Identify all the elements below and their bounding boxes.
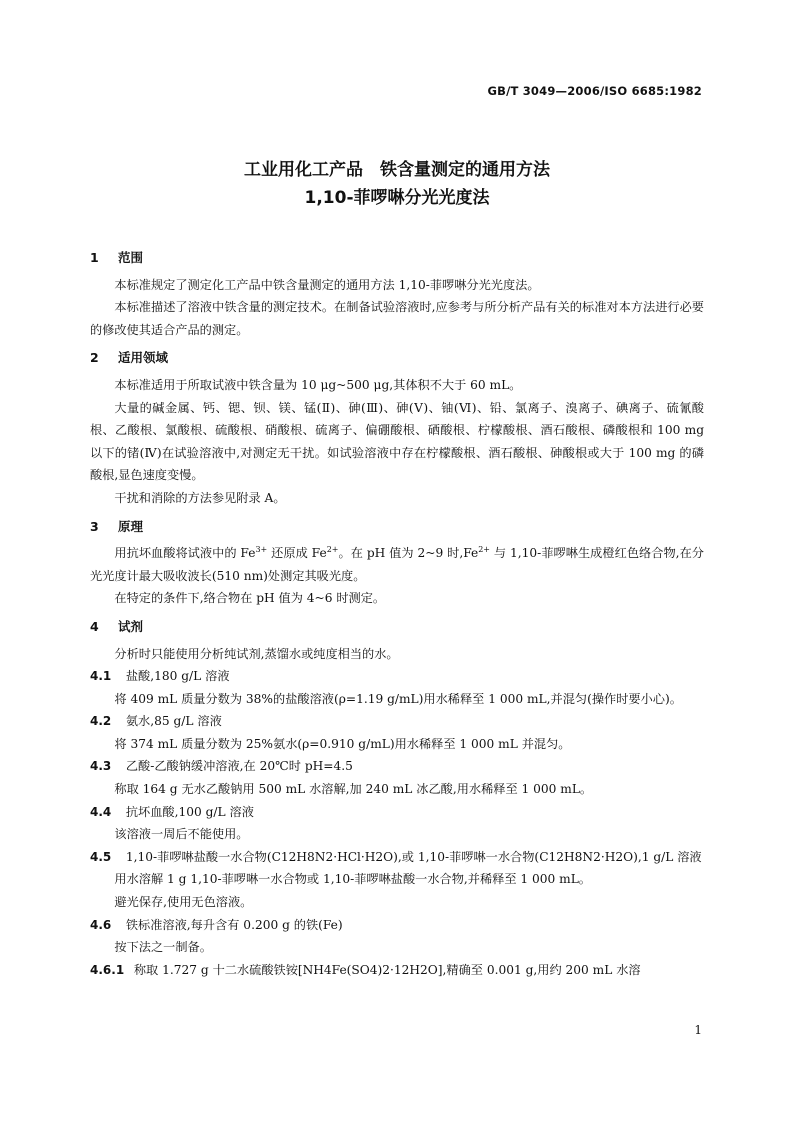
clause-number: 4.3 bbox=[90, 759, 112, 774]
paragraph: 避光保存,使用无色溶液。 bbox=[114, 895, 253, 910]
superscript: 3+ bbox=[255, 545, 268, 555]
clause-4-3 bbox=[90, 755, 704, 778]
clause-number: 4.2 bbox=[90, 714, 112, 729]
text-run: 还原成 Fe bbox=[267, 546, 327, 561]
clause-number: 4.5 bbox=[90, 849, 112, 864]
section-heading-principle bbox=[90, 516, 704, 539]
section-number: 4 bbox=[90, 618, 99, 634]
clause-title: 1,10-菲啰啉盐酸一水合物(C12H8N2·HCl·H2O),或 1,10-菲啰啉一水合物(C12H8N2·H2O),1 g/L 溶液 bbox=[125, 849, 702, 864]
text-run: 与 1,10-菲啰啉生成橙红色络合物,在分光光度计最大吸收波长(510 nm)处测定其吸光度。 bbox=[90, 546, 704, 583]
section-number: 2 bbox=[90, 350, 99, 366]
text-run: 。在 pH 值为 2~9 时,Fe bbox=[338, 546, 479, 561]
clause-number: 4.4 bbox=[90, 804, 112, 819]
section-heading-application bbox=[90, 347, 704, 370]
paragraph: 本标准适用于所取试液中铁含量为 10 μg~500 μg,其体积不大于 60 mL。 bbox=[114, 377, 522, 392]
section-title: 原理 bbox=[118, 518, 144, 534]
page-number: 1 bbox=[694, 1023, 702, 1037]
section-number: 1 bbox=[90, 250, 99, 265]
clause-4-6 bbox=[90, 914, 704, 937]
clause-title: 铁标准溶液,每升含有 0.200 g 的铁(Fe) bbox=[125, 917, 343, 932]
section-heading-reagents bbox=[90, 616, 704, 639]
clause-title: 盐酸,180 g/L 溶液 bbox=[125, 669, 230, 684]
paragraph: 按下法之一制备。 bbox=[114, 940, 212, 955]
paragraph: 该溶液一周后不能使用。 bbox=[114, 827, 249, 842]
section-number: 3 bbox=[90, 518, 99, 534]
section-title: 试剂 bbox=[118, 618, 144, 634]
clause-4-4 bbox=[90, 801, 704, 824]
paragraph: 本标准规定了测定化工产品中铁含量测定的通用方法 1,10-菲啰啉分光光度法。 bbox=[114, 277, 540, 292]
paragraph: 大量的碱金属、钙、锶、钡、镁、锰(Ⅱ)、砷(Ⅲ)、砷(Ⅴ)、铀(Ⅵ)、铅、氯离子、溴离子、碘离子、硫氰酸根、乙酸根、氯酸根、硫酸根、硝酸根、硫离子、偏硼酸根、硒酸根、柠檬酸根、酒石酸根、磷酸根和 100 mg 以下的锗(Ⅳ)在试验溶液中,对测定无干扰。如试验溶液中存在柠檬酸根、酒石酸根、砷酸根或大于 100 mg 的磷酸根,显色速度变慢。 bbox=[90, 400, 704, 483]
section-heading-scope bbox=[90, 247, 704, 270]
clause-body: 称取 1.727 g 十二水硫酸铁铵[NH4Fe(SO4)2·12H2O],精确至 0.001 g,用约 200 mL 水溶 bbox=[133, 962, 641, 977]
paragraph bbox=[90, 542, 704, 587]
standard-number: GB/T 3049—2006/ISO 6685:1982 bbox=[487, 84, 702, 98]
clause-4-2 bbox=[90, 710, 704, 733]
clause-4-6-1 bbox=[90, 959, 704, 982]
text-run: 用抗坏血酸将试液中的 Fe bbox=[114, 546, 256, 561]
paragraph: 分析时只能使用分析纯试剂,蒸馏水或纯度相当的水。 bbox=[114, 646, 399, 661]
paragraph: 用水溶解 1 g 1,10-菲啰啉一水合物或 1,10-菲啰啉盐酸一水合物,并稀释至 1 000 mL。 bbox=[114, 872, 591, 887]
document-title-line-1: 工业用化工产品 铁含量测定的通用方法 bbox=[244, 160, 550, 180]
clause-4-1 bbox=[90, 665, 704, 688]
superscript: 2+ bbox=[326, 545, 339, 555]
paragraph: 称取 164 g 无水乙酸钠用 500 mL 水溶解,加 240 mL 冰乙酸,用水稀释至 1 000 mL。 bbox=[114, 782, 593, 797]
clause-number: 4.1 bbox=[90, 669, 112, 684]
clause-4-5 bbox=[90, 846, 704, 869]
paragraph: 本标准描述了溶液中铁含量的测定技术。在制备试验溶液时,应参考与所分析产品有关的标准对本方法进行必要的修改使其适合产品的测定。 bbox=[90, 300, 704, 337]
document-title-line-2: 1,10-菲啰啉分光光度法 bbox=[304, 188, 490, 208]
paragraph: 在特定的条件下,络合物在 pH 值为 4~6 时测定。 bbox=[114, 591, 386, 606]
paragraph: 将 409 mL 质量分数为 38%的盐酸溶液(ρ=1.19 g/mL)用水稀释至 1 000 mL,并混匀(操作时要小心)。 bbox=[114, 691, 682, 706]
clause-title: 乙酸-乙酸钠缓冲溶液,在 20℃时 pH=4.5 bbox=[125, 759, 353, 774]
clause-number: 4.6.1 bbox=[90, 962, 125, 977]
clause-title: 氨水,85 g/L 溶液 bbox=[125, 714, 222, 729]
section-title: 范围 bbox=[118, 250, 144, 265]
superscript: 2+ bbox=[478, 545, 491, 555]
clause-number: 4.6 bbox=[90, 917, 112, 932]
paragraph: 干扰和消除的方法参见附录 A。 bbox=[114, 490, 286, 505]
section-title: 适用领域 bbox=[118, 350, 169, 366]
clause-title: 抗坏血酸,100 g/L 溶液 bbox=[125, 804, 254, 819]
paragraph: 将 374 mL 质量分数为 25%氨水(ρ=0.910 g/mL)用水稀释至 1 000 mL 并混匀。 bbox=[114, 736, 571, 751]
document-body bbox=[90, 247, 704, 981]
